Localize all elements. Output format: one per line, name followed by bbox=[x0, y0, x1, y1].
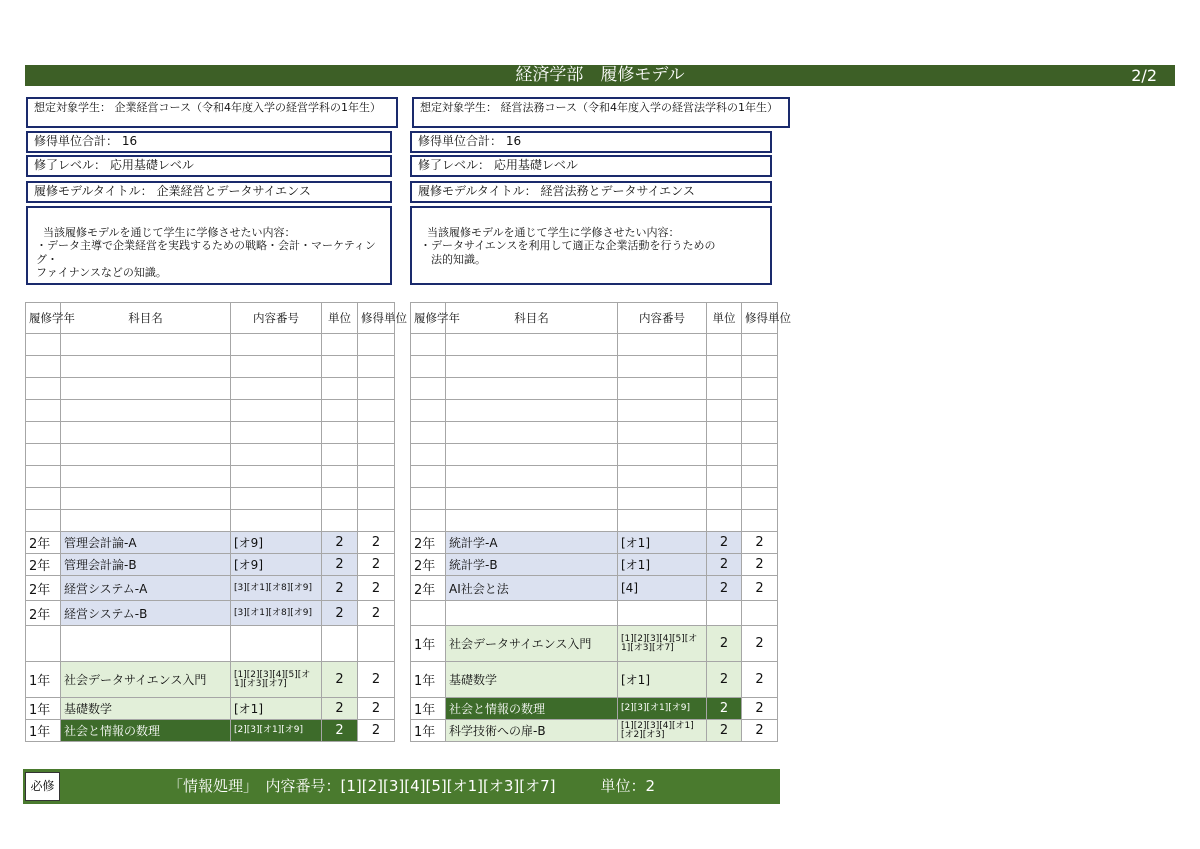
left-content-text: 当該履修モデルを通じて学生に学修させたい内容： ・データ主導で企業経営を実践するための戦略・会計・マーケティング・ ファイナンスなどの知識。 bbox=[36, 225, 376, 279]
empty-cell bbox=[446, 510, 618, 532]
course-name: 社会と情報の数理 bbox=[446, 698, 618, 720]
empty-cell bbox=[618, 334, 707, 356]
empty-cell bbox=[61, 378, 231, 400]
empty-cell bbox=[707, 510, 742, 532]
course-name: 科学技術への扉-B bbox=[446, 720, 618, 742]
col-code: 内容番号 bbox=[231, 303, 322, 334]
empty-cell bbox=[446, 488, 618, 510]
course-row bbox=[26, 698, 395, 720]
required-course-bar bbox=[23, 769, 780, 804]
course-row bbox=[411, 601, 778, 626]
empty-cell bbox=[742, 400, 778, 422]
course-row bbox=[411, 720, 778, 742]
left-course-table bbox=[25, 302, 407, 742]
empty-cell bbox=[411, 510, 446, 532]
empty-row bbox=[26, 488, 395, 510]
course-year: 2年 bbox=[411, 554, 446, 576]
course-earned: 2 bbox=[742, 626, 778, 662]
course-unit: 2 bbox=[322, 576, 358, 601]
empty-cell bbox=[61, 400, 231, 422]
course-name: 社会と情報の数理 bbox=[61, 720, 231, 742]
empty-row bbox=[26, 334, 395, 356]
course-name: 基礎数学 bbox=[61, 698, 231, 720]
course-row bbox=[26, 554, 395, 576]
course-unit: 2 bbox=[322, 532, 358, 554]
course-unit: 2 bbox=[707, 626, 742, 662]
right-model-title-text: 履修モデルタイトル： 経営法務とデータサイエンス bbox=[418, 184, 695, 198]
empty-cell bbox=[26, 356, 61, 378]
course-earned: 2 bbox=[742, 576, 778, 601]
course-row bbox=[411, 532, 778, 554]
empty-cell bbox=[322, 400, 358, 422]
course-code: [1][2][3][4][オ1][オ2][オ3] bbox=[618, 720, 707, 742]
empty-cell bbox=[742, 488, 778, 510]
empty-cell bbox=[26, 378, 61, 400]
course-year: 1年 bbox=[411, 720, 446, 742]
empty-cell bbox=[322, 444, 358, 466]
course-earned: 2 bbox=[742, 532, 778, 554]
empty-cell bbox=[707, 356, 742, 378]
course-name: AI社会と法 bbox=[446, 576, 618, 601]
empty-cell bbox=[231, 488, 322, 510]
empty-row bbox=[411, 356, 778, 378]
left-credits-text: 修得単位合計： 16 bbox=[34, 134, 138, 148]
course-name: 統計学-B bbox=[446, 554, 618, 576]
course-earned bbox=[358, 626, 395, 662]
empty-cell bbox=[358, 334, 395, 356]
left-target-box bbox=[26, 97, 398, 128]
empty-cell bbox=[322, 334, 358, 356]
empty-cell bbox=[707, 334, 742, 356]
course-earned: 2 bbox=[358, 662, 395, 698]
empty-cell bbox=[358, 378, 395, 400]
empty-cell bbox=[618, 466, 707, 488]
empty-cell bbox=[411, 488, 446, 510]
left-level-box bbox=[26, 155, 392, 177]
empty-cell bbox=[61, 444, 231, 466]
col-code: 内容番号 bbox=[618, 303, 707, 334]
right-credits-box bbox=[410, 131, 772, 153]
course-row bbox=[411, 554, 778, 576]
left-model-title-text: 履修モデルタイトル： 企業経営とデータサイエンス bbox=[34, 184, 311, 198]
empty-cell bbox=[358, 510, 395, 532]
empty-row bbox=[26, 422, 395, 444]
course-unit: 2 bbox=[707, 662, 742, 698]
course-code: [オ1] bbox=[618, 532, 707, 554]
course-code: [1][2][3][4][5][オ1][オ3][オ7] bbox=[618, 626, 707, 662]
course-unit: 2 bbox=[707, 720, 742, 742]
right-target-text: 想定対象学生： 経営法務コース（令和4年度入学の経営法学科の1年生） bbox=[420, 101, 778, 114]
empty-cell bbox=[742, 334, 778, 356]
col-earned: 修得単位 bbox=[742, 303, 778, 334]
col-year: 履修学年 bbox=[411, 303, 446, 334]
course-earned: 2 bbox=[742, 720, 778, 742]
empty-cell bbox=[446, 422, 618, 444]
empty-row bbox=[26, 356, 395, 378]
empty-cell bbox=[742, 444, 778, 466]
empty-row bbox=[411, 466, 778, 488]
empty-cell bbox=[61, 356, 231, 378]
empty-cell bbox=[231, 356, 322, 378]
course-year: 1年 bbox=[26, 720, 61, 742]
course-unit: 2 bbox=[322, 662, 358, 698]
course-code: [オ1] bbox=[231, 698, 322, 720]
course-unit: 2 bbox=[707, 554, 742, 576]
empty-cell bbox=[742, 378, 778, 400]
col-unit: 単位 bbox=[707, 303, 742, 334]
course-year: 1年 bbox=[26, 698, 61, 720]
course-year: 1年 bbox=[26, 662, 61, 698]
empty-cell bbox=[231, 378, 322, 400]
course-unit bbox=[707, 601, 742, 626]
course-code: [2][3][オ1][オ9] bbox=[618, 698, 707, 720]
empty-row bbox=[411, 334, 778, 356]
course-code: [1][2][3][4][5][オ1][オ3][オ7] bbox=[231, 662, 322, 698]
course-row bbox=[411, 576, 778, 601]
left-level-text: 修了レベル： 応用基礎レベル bbox=[34, 158, 194, 172]
col-unit: 単位 bbox=[322, 303, 358, 334]
course-unit: 2 bbox=[322, 698, 358, 720]
course-code: [2][3][オ1][オ9] bbox=[231, 720, 322, 742]
empty-cell bbox=[61, 488, 231, 510]
course-name bbox=[446, 601, 618, 626]
empty-cell bbox=[411, 422, 446, 444]
empty-cell bbox=[231, 422, 322, 444]
course-name: 社会データサイエンス入門 bbox=[446, 626, 618, 662]
course-code: [オ1] bbox=[618, 554, 707, 576]
course-year: 2年 bbox=[26, 576, 61, 601]
empty-row bbox=[411, 422, 778, 444]
empty-row bbox=[411, 378, 778, 400]
course-code: [オ9] bbox=[231, 554, 322, 576]
course-row bbox=[26, 720, 395, 742]
empty-cell bbox=[358, 422, 395, 444]
empty-cell bbox=[26, 466, 61, 488]
empty-cell bbox=[26, 488, 61, 510]
empty-cell bbox=[707, 488, 742, 510]
course-row bbox=[26, 662, 395, 698]
empty-cell bbox=[446, 466, 618, 488]
course-earned: 2 bbox=[742, 662, 778, 698]
course-row bbox=[26, 601, 395, 626]
course-earned: 2 bbox=[742, 698, 778, 720]
course-code bbox=[231, 626, 322, 662]
empty-cell bbox=[358, 488, 395, 510]
empty-cell bbox=[322, 422, 358, 444]
empty-cell bbox=[231, 466, 322, 488]
course-name: 経営システム-B bbox=[61, 601, 231, 626]
col-earned: 修得単位 bbox=[358, 303, 395, 334]
course-unit: 2 bbox=[322, 720, 358, 742]
course-name: 統計学-A bbox=[446, 532, 618, 554]
empty-cell bbox=[446, 444, 618, 466]
empty-cell bbox=[446, 400, 618, 422]
course-earned: 2 bbox=[358, 554, 395, 576]
course-name: 経営システム-A bbox=[61, 576, 231, 601]
page-header bbox=[25, 65, 1175, 86]
empty-cell bbox=[742, 466, 778, 488]
course-earned bbox=[742, 601, 778, 626]
course-earned: 2 bbox=[358, 576, 395, 601]
right-level-box bbox=[410, 155, 772, 177]
course-year: 2年 bbox=[26, 532, 61, 554]
course-year bbox=[411, 601, 446, 626]
course-earned: 2 bbox=[358, 720, 395, 742]
right-content-box bbox=[410, 206, 772, 285]
empty-row bbox=[26, 466, 395, 488]
empty-cell bbox=[61, 466, 231, 488]
empty-cell bbox=[231, 334, 322, 356]
empty-cell bbox=[446, 356, 618, 378]
left-content-box bbox=[26, 206, 392, 285]
empty-row bbox=[26, 510, 395, 532]
course-earned: 2 bbox=[358, 601, 395, 626]
course-name: 社会データサイエンス入門 bbox=[61, 662, 231, 698]
right-credits-text: 修得単位合計： 16 bbox=[418, 134, 522, 148]
empty-cell bbox=[618, 422, 707, 444]
empty-cell bbox=[707, 422, 742, 444]
right-target-box bbox=[412, 97, 790, 128]
empty-cell bbox=[742, 422, 778, 444]
empty-cell bbox=[231, 444, 322, 466]
empty-cell bbox=[618, 356, 707, 378]
course-row bbox=[411, 662, 778, 698]
course-name: 管理会計論-A bbox=[61, 532, 231, 554]
right-content-text: 当該履修モデルを通じて学生に学修させたい内容： ・データサイエンスを利用して適正な企業活動を行うための 法的知識。 bbox=[420, 225, 716, 266]
right-course-table bbox=[410, 302, 791, 742]
course-earned: 2 bbox=[742, 554, 778, 576]
empty-cell bbox=[231, 400, 322, 422]
col-subject: 科目名 bbox=[446, 303, 618, 334]
empty-row bbox=[411, 444, 778, 466]
course-code: [3][オ1][オ8][オ9] bbox=[231, 576, 322, 601]
course-year: 2年 bbox=[26, 554, 61, 576]
course-unit: 2 bbox=[322, 601, 358, 626]
course-year: 2年 bbox=[26, 601, 61, 626]
empty-cell bbox=[358, 466, 395, 488]
empty-cell bbox=[26, 400, 61, 422]
empty-row bbox=[411, 510, 778, 532]
course-code bbox=[618, 601, 707, 626]
course-row bbox=[26, 576, 395, 601]
empty-cell bbox=[618, 378, 707, 400]
empty-cell bbox=[411, 378, 446, 400]
empty-cell bbox=[26, 334, 61, 356]
page-title: 経済学部 履修モデル bbox=[515, 65, 685, 85]
left-model-title-box bbox=[26, 181, 392, 203]
course-year: 2年 bbox=[411, 576, 446, 601]
empty-cell bbox=[26, 510, 61, 532]
course-code: [オ1] bbox=[618, 662, 707, 698]
empty-cell bbox=[322, 466, 358, 488]
right-model-title-box bbox=[410, 181, 772, 203]
empty-cell bbox=[358, 444, 395, 466]
course-year: 1年 bbox=[411, 626, 446, 662]
empty-cell bbox=[61, 510, 231, 532]
empty-cell bbox=[411, 400, 446, 422]
course-name: 基礎数学 bbox=[446, 662, 618, 698]
required-course-text: 「情報処理」 内容番号：[1][2][3][4][5][オ1][オ3][オ7] 単位：2 bbox=[168, 777, 656, 795]
empty-cell bbox=[618, 400, 707, 422]
empty-cell bbox=[61, 422, 231, 444]
empty-cell bbox=[26, 422, 61, 444]
empty-cell bbox=[358, 400, 395, 422]
empty-cell bbox=[707, 466, 742, 488]
course-row bbox=[411, 626, 778, 662]
left-credits-box bbox=[26, 131, 392, 153]
course-row bbox=[26, 532, 395, 554]
course-unit bbox=[322, 626, 358, 662]
course-code: [オ9] bbox=[231, 532, 322, 554]
empty-cell bbox=[446, 378, 618, 400]
empty-cell bbox=[322, 488, 358, 510]
left-target-text: 想定対象学生： 企業経営コース（令和4年度入学の経営学科の1年生） bbox=[34, 101, 381, 114]
course-year: 1年 bbox=[411, 698, 446, 720]
course-name bbox=[61, 626, 231, 662]
empty-cell bbox=[707, 378, 742, 400]
empty-cell bbox=[618, 488, 707, 510]
empty-cell bbox=[322, 510, 358, 532]
empty-cell bbox=[618, 510, 707, 532]
course-code: [3][オ1][オ8][オ9] bbox=[231, 601, 322, 626]
empty-cell bbox=[322, 356, 358, 378]
course-unit: 2 bbox=[707, 532, 742, 554]
page-number: 2/2 bbox=[1131, 66, 1157, 85]
course-row bbox=[411, 698, 778, 720]
empty-cell bbox=[26, 444, 61, 466]
empty-row bbox=[26, 444, 395, 466]
course-year: 1年 bbox=[411, 662, 446, 698]
empty-cell bbox=[231, 510, 322, 532]
right-level-text: 修了レベル： 応用基礎レベル bbox=[418, 158, 578, 172]
empty-cell bbox=[411, 466, 446, 488]
course-code: [4] bbox=[618, 576, 707, 601]
empty-cell bbox=[707, 444, 742, 466]
course-year bbox=[26, 626, 61, 662]
col-year: 履修学年 bbox=[26, 303, 61, 334]
empty-cell bbox=[742, 356, 778, 378]
course-name: 管理会計論-B bbox=[61, 554, 231, 576]
required-label: 必修 bbox=[25, 772, 60, 801]
course-earned: 2 bbox=[358, 532, 395, 554]
course-unit: 2 bbox=[707, 698, 742, 720]
course-row bbox=[26, 626, 395, 662]
empty-row bbox=[26, 378, 395, 400]
empty-row bbox=[411, 400, 778, 422]
empty-cell bbox=[446, 334, 618, 356]
empty-cell bbox=[742, 510, 778, 532]
empty-cell bbox=[707, 400, 742, 422]
empty-row bbox=[26, 400, 395, 422]
empty-cell bbox=[358, 356, 395, 378]
empty-row bbox=[411, 488, 778, 510]
empty-cell bbox=[411, 334, 446, 356]
course-earned: 2 bbox=[358, 698, 395, 720]
empty-cell bbox=[411, 444, 446, 466]
empty-cell bbox=[61, 334, 231, 356]
empty-cell bbox=[322, 378, 358, 400]
course-unit: 2 bbox=[707, 576, 742, 601]
course-unit: 2 bbox=[322, 554, 358, 576]
course-year: 2年 bbox=[411, 532, 446, 554]
col-subject: 科目名 bbox=[61, 303, 231, 334]
empty-cell bbox=[618, 444, 707, 466]
empty-cell bbox=[411, 356, 446, 378]
